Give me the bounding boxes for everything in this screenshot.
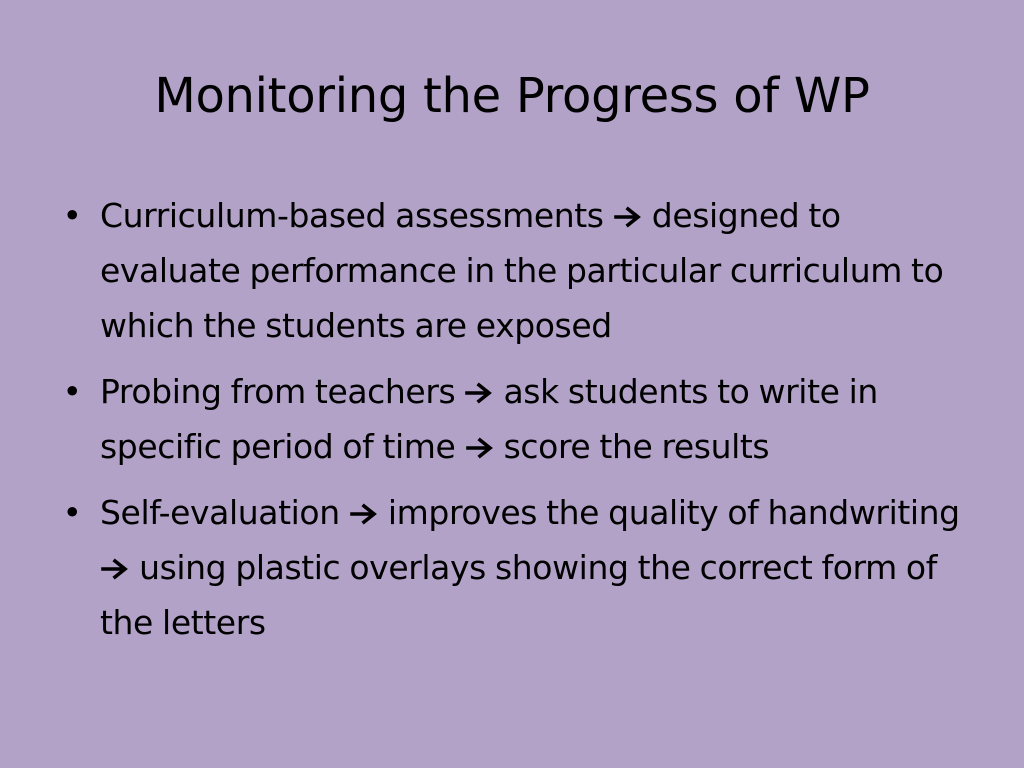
bullet-dot: • bbox=[62, 196, 82, 235]
bullet-dot: • bbox=[62, 372, 82, 411]
bullet-text: Probing from teachers bbox=[100, 372, 456, 411]
bullet-text: Self-evaluation bbox=[100, 493, 340, 532]
bullet-text: designed to evaluate performance in the particular curriculum to which the students are exposed bbox=[100, 196, 944, 345]
bullet-dot: • bbox=[62, 493, 82, 532]
right-arrow-icon bbox=[465, 437, 495, 459]
bullet-item bbox=[60, 364, 980, 474]
bullet-text: Curriculum-based assessments bbox=[100, 196, 604, 235]
right-arrow-icon bbox=[613, 206, 643, 228]
right-arrow-icon bbox=[100, 558, 130, 580]
bullet-item bbox=[60, 188, 980, 353]
slide-title: Monitoring the Progress of WP bbox=[154, 68, 870, 124]
bullet-list bbox=[60, 188, 980, 661]
bullet-text: score the results bbox=[503, 427, 770, 466]
bullet-text: ask students to write in specific period of time bbox=[100, 372, 878, 466]
bullet-text: using plastic overlays showing the correct form of the letters bbox=[100, 548, 937, 642]
bullet-item bbox=[60, 485, 980, 650]
bullet-text: improves the quality of handwriting bbox=[387, 493, 960, 532]
right-arrow-icon bbox=[464, 382, 494, 404]
right-arrow-icon bbox=[349, 503, 379, 525]
